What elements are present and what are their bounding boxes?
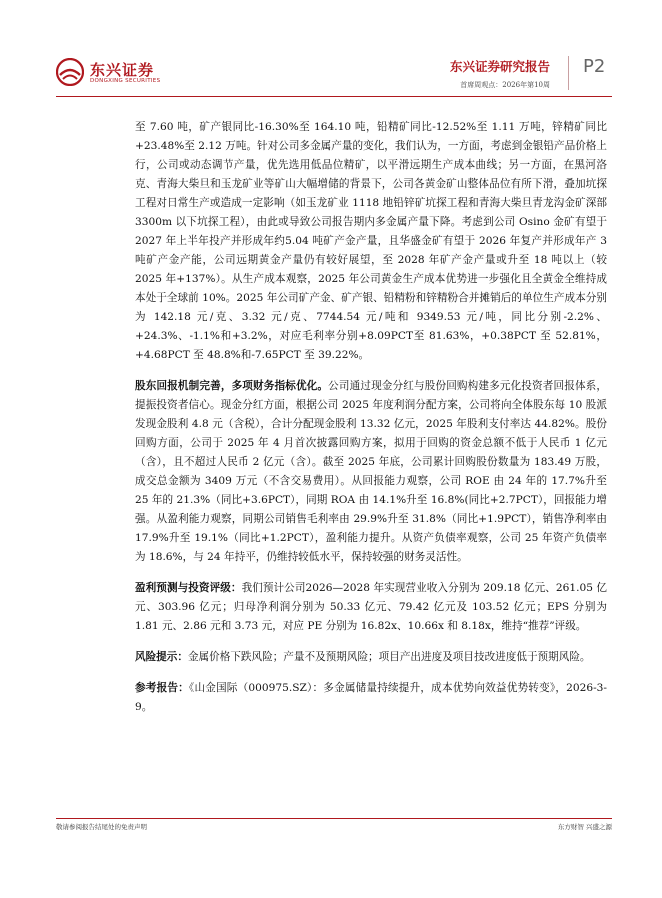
paragraph-text: 《山金国际（000975.SZ）：多金属储量持续提升，成本优势向效益优势转变》，2026-3-9。 [135,682,607,713]
logo-text-cn: 东兴证券 [90,61,155,79]
paragraph-earnings-forecast [135,579,607,636]
dongxing-logo-icon [56,58,84,86]
paragraph-heading: 盈利预测与投资评级： [135,582,242,594]
logo-text-en: DONGXING SECURITIES [90,78,161,84]
paragraph-heading: 股东回报机制完善，多项财务指标优化。 [135,380,329,392]
page-number: P2 [583,56,606,77]
paragraph-production [135,118,607,365]
paragraph-text: 我们预计公司2026—2028 年实现营业收入分别为 209.18 亿元、261.05 亿元、303.96 亿元；归母净利润分别为 50.33 亿元、79.42 亿元及 103.52 亿元；EPS 分别为 1.81 元、2.86 元和 3.73 元，对应 PE 分别为 16.82x、10.66x 和 8.18x，维持“推荐”评级。 [135,582,607,632]
footer-slogan: 东方财智 兴盛之源 [557,823,612,831]
report-title: 东兴证券研究报告 [449,59,550,74]
company-logo [56,58,166,88]
paragraph-text: 公司通过现金分红与股份回购构建多元化投资者回报体系，提振投资者信心。现金分红方面，根据公司 2025 年度利润分配方案，公司将向全体股东每 10 股派发现金股利 4.8 元（含税），合计分配现金股利 13.32 亿元，2025 年股利支付率达 44.82%。股份回购方面，公司于 2025 年 4 月首次披露回购方案，拟用于回购的资金总额不低于人民币 1 亿元（含），且不超过人民币 2 亿元（含）。截至 2025 年底，公司累计回购股份数量为 183.49 万股，成交总金额为 3409 万元（不含交易费用）。从回报能力观察，公司 ROE 由 24 年的 17.7%升至 25 年的 21.3%（同比+3.6PCT），同期 ROA 由 14.1%升至 16.8%(同比+2.7PCT），回报能力增强。从盈利能力观察，同期公司销售毛利率由 29.9%升至 31.8%（同比+1.9PCT），销售净利率由 17.9%升至 19.1%（同比+1.2PCT），盈利能力提升。从资产负债率观察，公司 25 年资产负债率为 18.6%，与 24 年持平，仍维持较低水平，保持较强的财务灵活性。 [135,380,608,563]
paragraph-risk [135,648,607,667]
disclaimer-note: 敬请参阅报告结尾处的免责声明 [56,823,147,831]
report-subtitle: 首席周观点：2026年第10周 [460,81,550,89]
header-rule [56,96,612,97]
footer-rule [56,818,612,819]
paragraph-shareholder-return [135,377,607,567]
paragraph-reference [135,679,607,717]
paragraph-heading: 风险提示： [135,651,188,663]
paragraph-heading: 参考报告： [135,682,189,694]
paragraph-text: 至 7.60 吨，矿产银同比-16.30%至 164.10 吨，铅精矿同比-12.52%至 1.11 万吨，锌精矿同比+23.48%至 2.12 万吨。针对公司多金属产量的变化，我们认为，一方面，考虑到金银铅产品价格上行，公司或动态调节产量，优先选用低品位精矿，以平滑远期生产成本曲线；另一方面，在黑河洛克、青海大柴旦和玉龙矿业等矿山大幅增储的背景下，公司各黄金矿山整体品位有所下滑，叠加坑探工程对日常生产或造成一定影响（如玉龙矿业 1118 地铅锌矿坑探工程和青海大柴旦青龙沟金矿深部 3300m 以下坑探工程），由此或导致公司报告期内多金属产量下降。考虑到公司 Osino 金矿有望于2027 年上半年投产并形成年约5.04 吨矿产金产量，且华盛金矿有望于 2026 年复产并形成年产 3 吨矿产金产能，公司远期黄金产量仍有较好展望，至 2028 年矿产金产量或升至 18 吨以上（较 2025 年+137%）。从生产成本观察，2025 年公司黄金生产成本优势进一步强化且全黄金全维持成本处于全球前 10%。2025 年公司矿产金、矿产银、铅精粉和锌精粉合并摊销后的单位生产成本分别为 142.18 元/克、3.32 元/克、7744.54 元/吨和 9349.53 元/吨，同比分别-2.2%、+24.3%、-1.1%和+3.2%，对应毛利率分别+8.09PCT至 81.63%，+0.38PCT 至 52.81%，+4.68PCT 至 48.8%和-7.65PCT 至 39.22%。 [135,121,607,361]
header-divider [568,56,569,90]
page-header [0,0,662,96]
paragraph-text: 金属价格下跌风险；产量不及预期风险；项目产出进度及项目技改进度低于预期风险。 [187,651,591,663]
report-body [135,118,607,729]
